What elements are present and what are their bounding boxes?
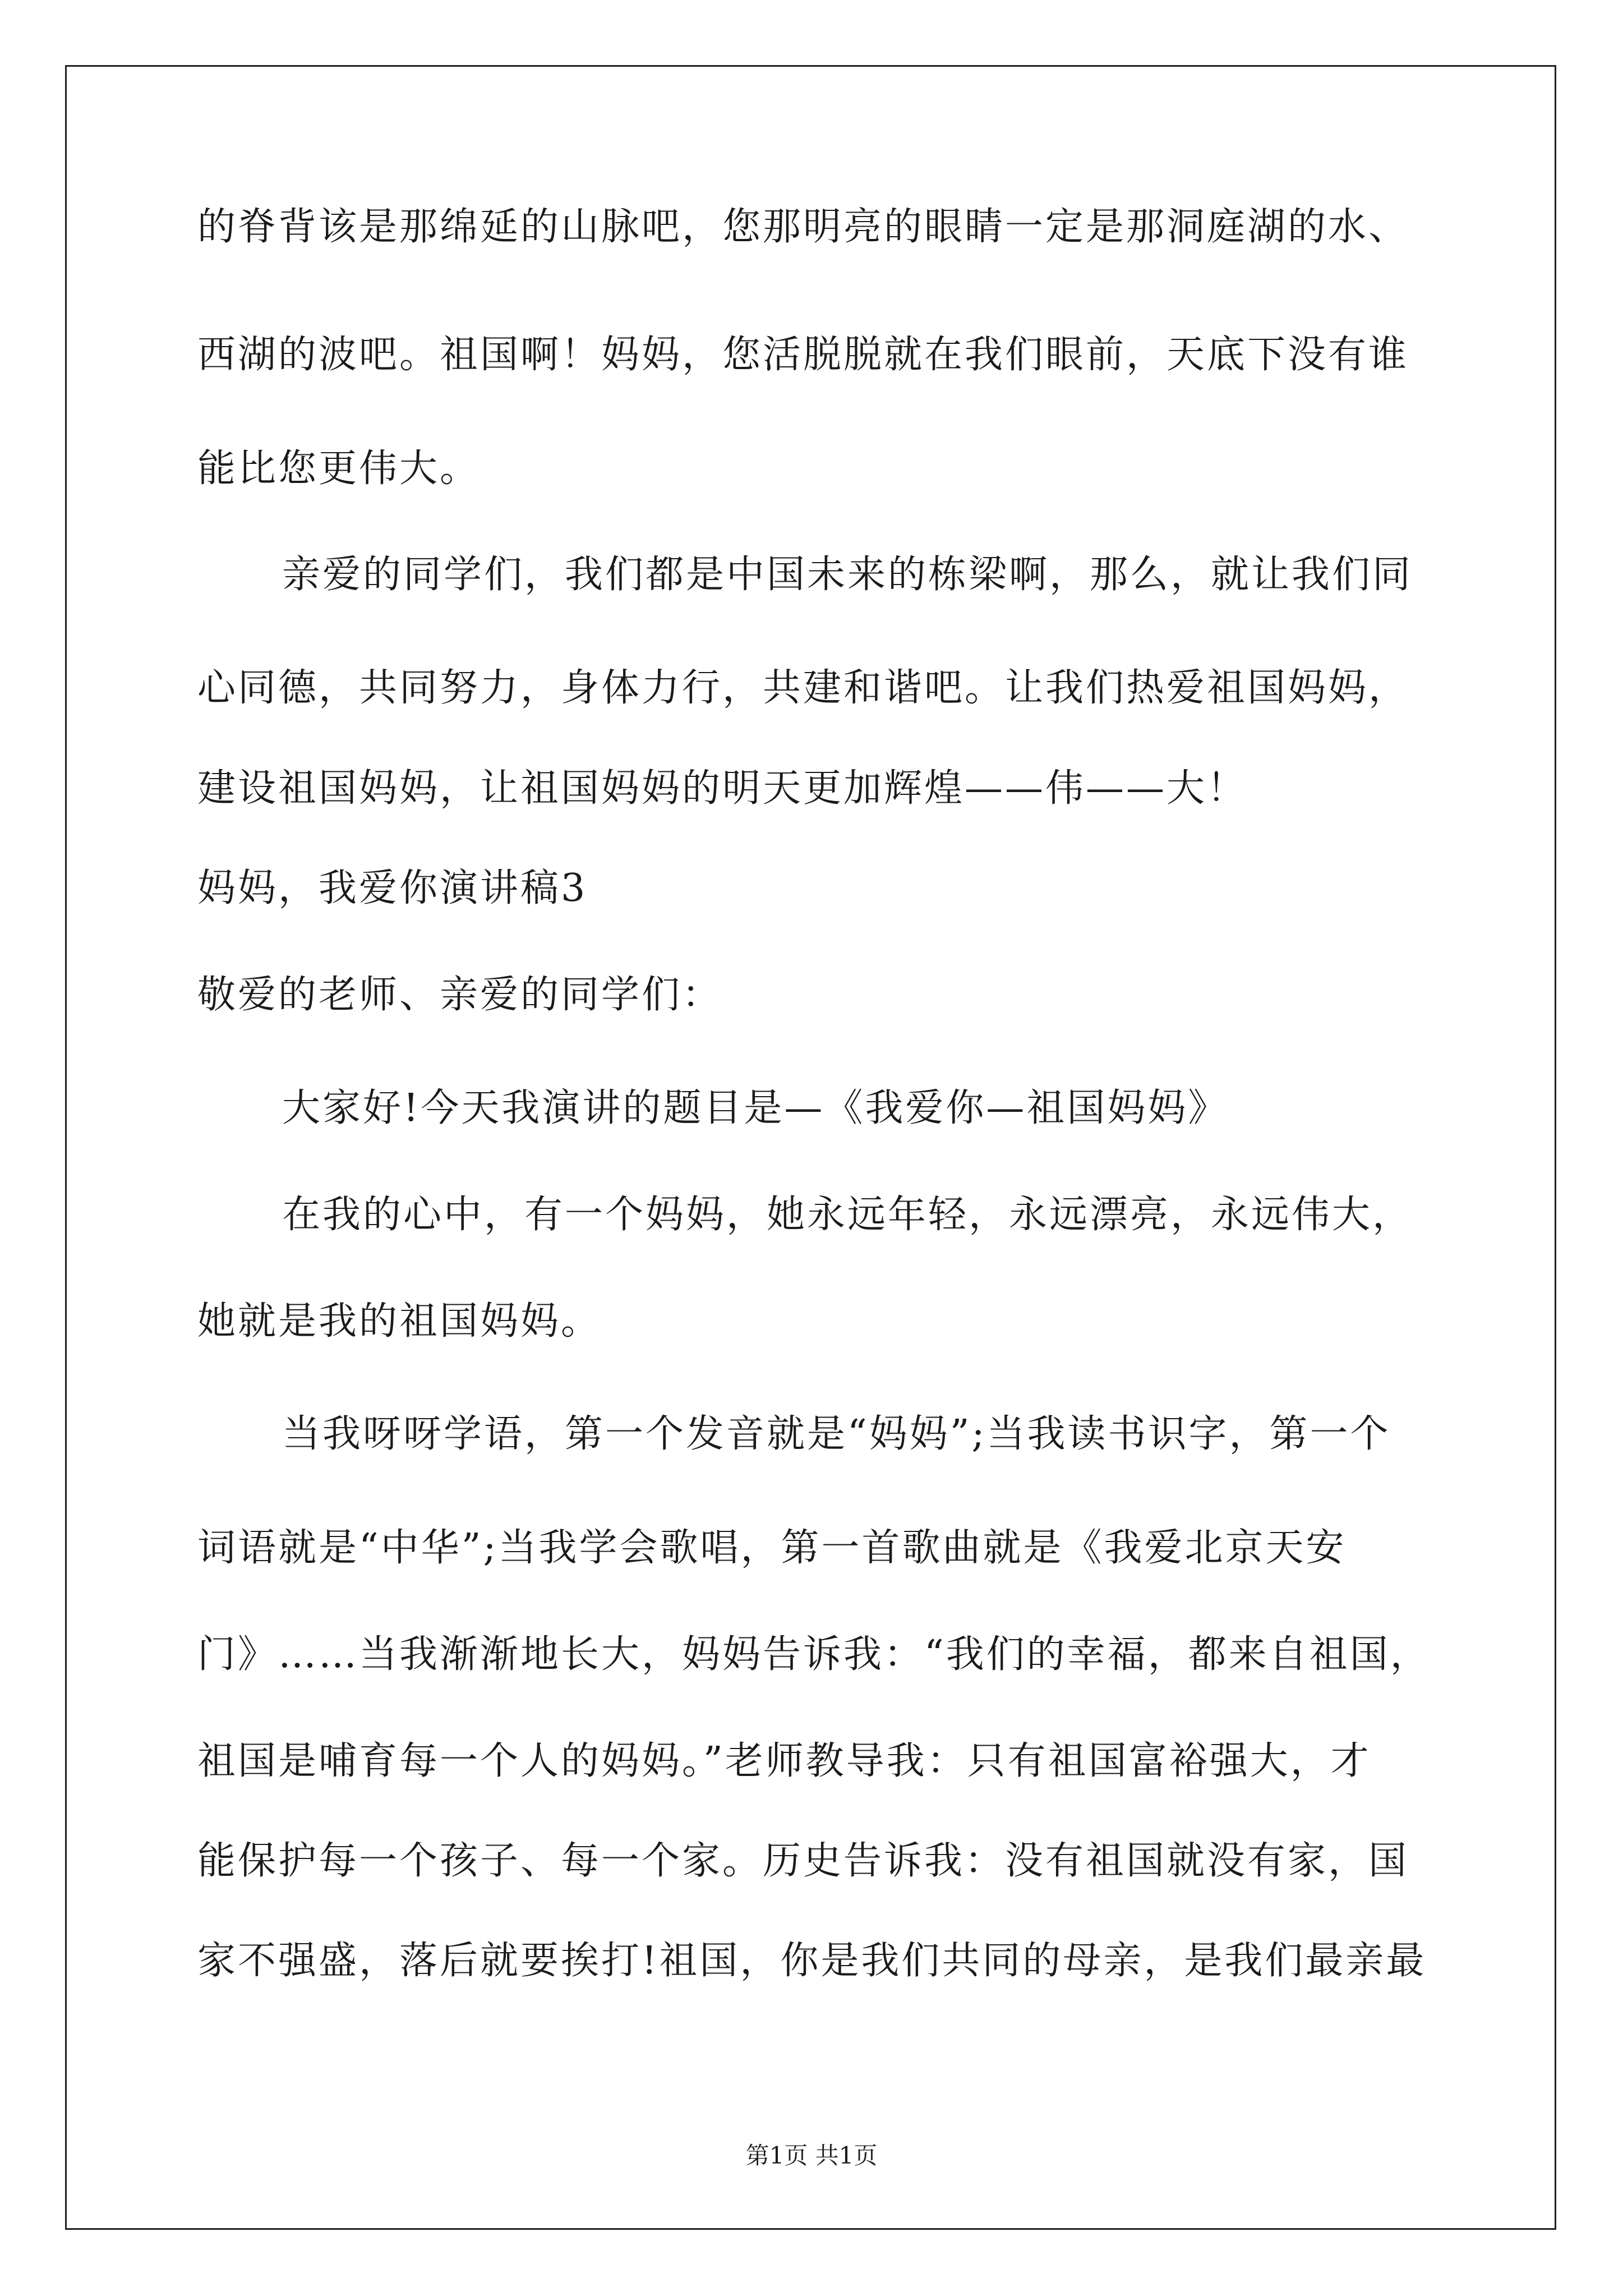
- paragraph-line: 词语就是“中华”;当我学会歌唱，第一首歌曲就是《我爱北京天安: [197, 1526, 1347, 1570]
- paragraph-line: 西湖的波吧。祖国啊！妈妈，您活脱脱就在我们眼前，天底下没有谁: [197, 333, 1409, 377]
- page-border: [65, 65, 1556, 2230]
- paragraph-line: 能保护每一个孩子、每一个家。历史告诉我：没有祖国就没有家，国: [197, 1839, 1409, 1883]
- paragraph-line: 门》……当我渐渐地长大，妈妈告诉我：“我们的幸福，都来自祖国，: [197, 1632, 1431, 1677]
- paragraph-line: 当我呀呀学语，第一个发音就是“妈妈”;当我读书识字，第一个: [282, 1412, 1391, 1456]
- paragraph-line: 心同德，共同努力，身体力行，共建和谐吧。让我们热爱祖国妈妈，: [197, 666, 1409, 710]
- paragraph-line: 大家好!今天我演讲的题目是—《我爱你—祖国妈妈》: [282, 1086, 1229, 1130]
- paragraph-line: 亲爱的同学们，我们都是中国未来的栋梁啊，那么，就让我们同: [282, 553, 1413, 597]
- paragraph-line: 她就是我的祖国妈妈。: [197, 1299, 602, 1343]
- paragraph-line: 祖国是哺育每一个人的妈妈。”老师教导我：只有祖国富裕强大，才: [197, 1739, 1371, 1783]
- paragraph-line: 家不强盛，落后就要挨打!祖国，你是我们共同的母亲，是我们最亲最: [197, 1939, 1427, 1983]
- page-number-footer: 第1页 共1页: [745, 2142, 878, 2169]
- section-heading: 妈妈，我爱你演讲稿3: [197, 866, 588, 910]
- paragraph-line: 在我的心中，有一个妈妈，她永远年轻，永远漂亮，永远伟大，: [282, 1193, 1413, 1237]
- paragraph-line: 能比您更伟大。: [197, 447, 481, 491]
- paragraph-line: 建设祖国妈妈，让祖国妈妈的明天更加辉煌——伟——大！: [197, 766, 1248, 811]
- paragraph-line: 的脊背该是那绵延的山脉吧，您那明亮的眼睛一定是那洞庭湖的水、: [197, 205, 1409, 249]
- salutation-line: 敬爱的老师、亲爱的同学们：: [197, 973, 723, 1017]
